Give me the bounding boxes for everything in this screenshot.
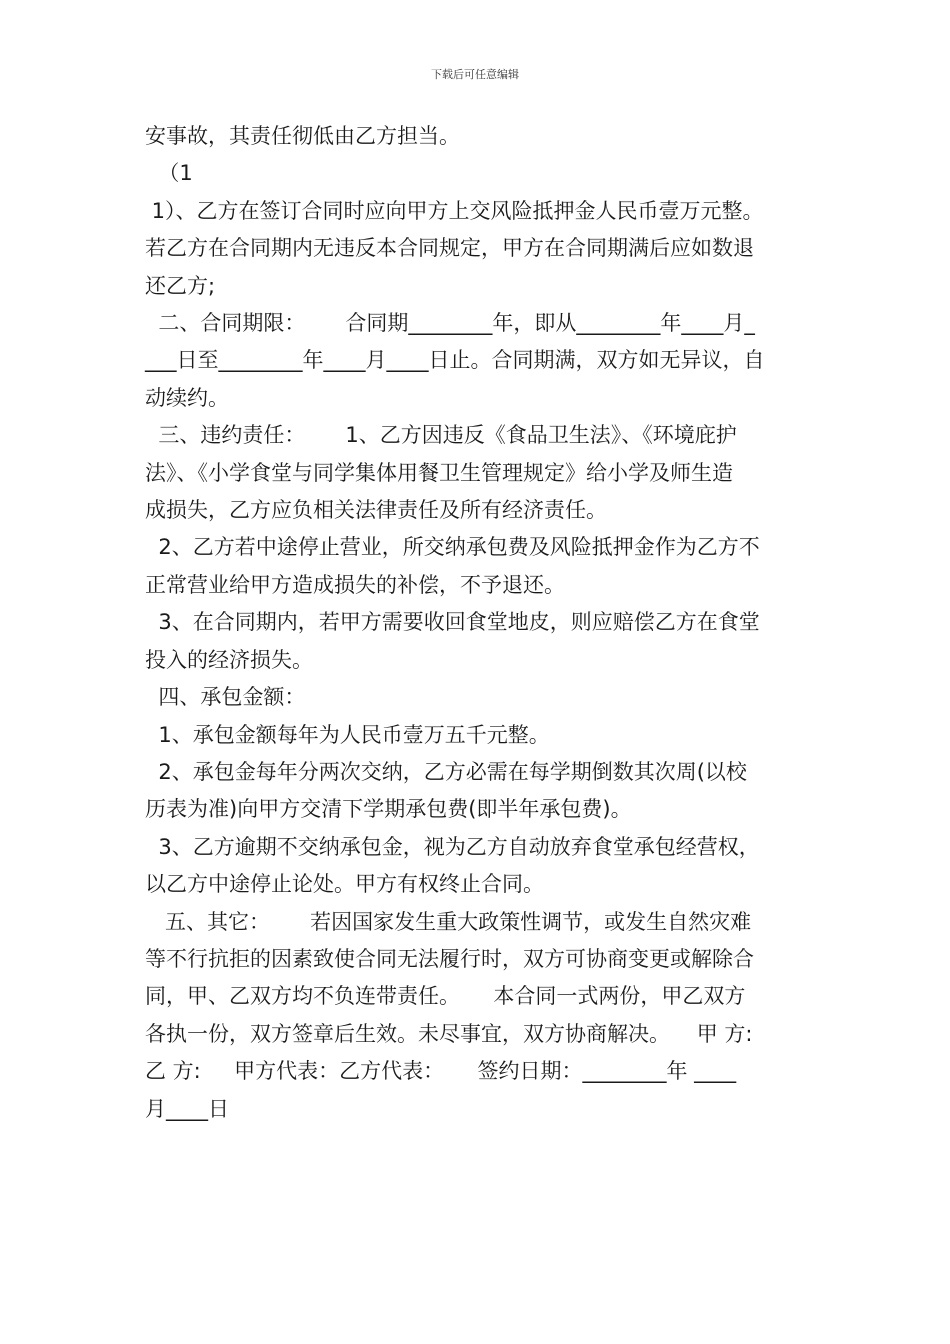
text-line: 等不行抗拒的因素致使合同无法履行时，双方可协商变更或解除合 xyxy=(145,946,754,971)
text-line: 2、承包金每年分两次交纳，乙方必需在每学期倒数其次周(以校 xyxy=(145,759,747,784)
text-line: 3、乙方逾期不交纳承包金，视为乙方自动放弃食堂承包经营权， xyxy=(145,834,760,859)
text-line: （1 xyxy=(145,161,193,186)
contract-body xyxy=(145,118,815,1128)
text-line: 五、其它： 若因国家发生重大政策性调节，或发生自然灾难 xyxy=(145,909,752,934)
text-line: 1）、乙方在签订合同时应向甲方上交风险抵押金人民币壹万元整。 xyxy=(145,198,764,223)
text-line: 成损失，乙方应负相关法律责任及所有经济责任。 xyxy=(145,498,607,523)
text-line: 还乙方; xyxy=(145,273,216,298)
text-line: 1、承包金额每年为人民币壹万五千元整。 xyxy=(145,722,550,747)
text-line: 3、在合同期内，若甲方需要收回食堂地皮，则应赔偿乙方在食堂 xyxy=(145,610,760,635)
text-line: 各执一份，双方签章后生效。未尽事宜，双方协商解决。 甲 方: xyxy=(145,1021,753,1046)
page-header-note: 下载后可任意编辑 xyxy=(431,68,519,81)
text-line: ___日至________年____月____日止。合同期满，双方如无异议，自 xyxy=(145,348,765,373)
text-line: 二、合同期限： 合同期________年，即从________年____月_ xyxy=(145,311,755,336)
text-line: 2、乙方若中途停止营业，所交纳承包费及风险抵押金作为乙方不 xyxy=(145,535,760,560)
text-line: 月____日 xyxy=(145,1096,229,1121)
text-line: 四、承包金额： xyxy=(145,685,306,710)
text-line: 投入的经济损失。 xyxy=(145,647,313,672)
text-line: 乙 方: 甲方代表：乙方代表： 签约日期：________年 ____ xyxy=(145,1059,737,1084)
text-line: 动续约。 xyxy=(145,385,229,410)
text-line: 同，甲、乙双方均不负连带责任。 本合同一式两份，甲乙双方 xyxy=(145,984,746,1009)
text-line: 三、违约责任： 1、乙方因违反《食品卫生法》、《环境庇护 xyxy=(145,423,737,448)
text-line: 以乙方中途停止论处。甲方有权终止合同。 xyxy=(145,872,544,897)
text-line: 安事故，其责任彻低由乙方担当。 xyxy=(145,124,460,148)
text-line: 历表为准)向甲方交清下学期承包费(即半年承包费)。 xyxy=(145,797,632,822)
text-line: 若乙方在合同期内无违反本合同规定，甲方在合同期满后应如数退 xyxy=(145,236,754,261)
text-line: 法》、《小学食堂与同学集体用餐卫生管理规定》给小学及师生造 xyxy=(145,460,733,485)
text-line: 正常营业给甲方造成损失的补偿，不予退还。 xyxy=(145,572,565,597)
